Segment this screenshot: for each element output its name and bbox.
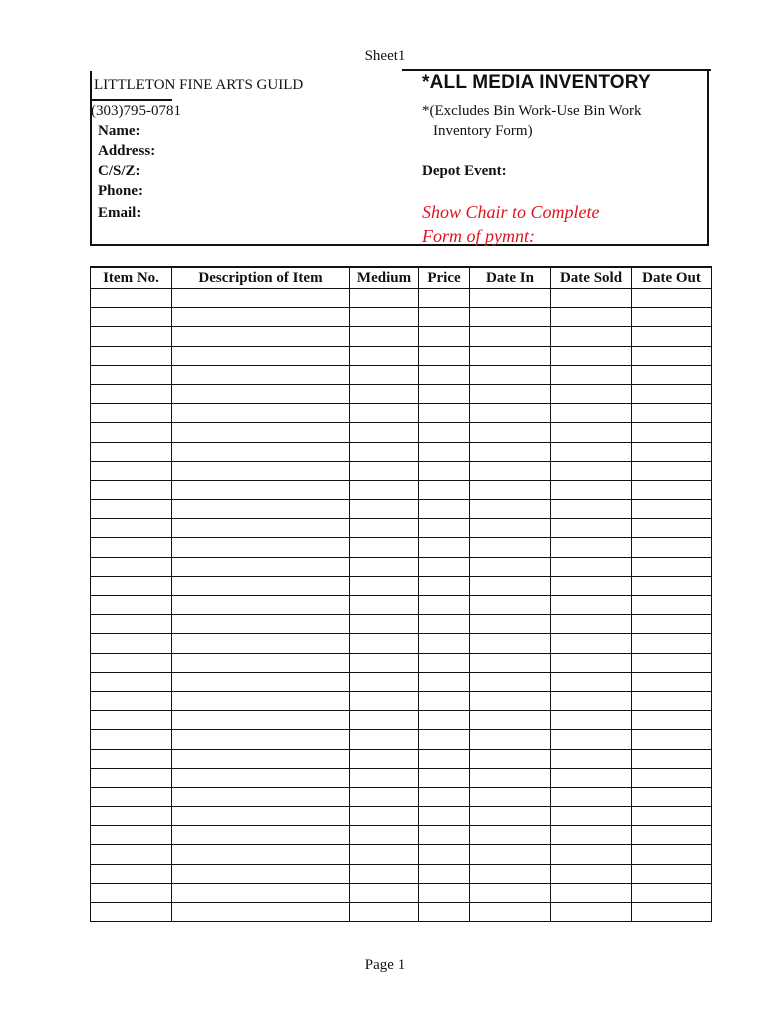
exclusion-note-line1: *(Excludes Bin Work-Use Bin Work xyxy=(422,103,642,119)
table-cell[interactable] xyxy=(350,807,419,826)
table-cell[interactable] xyxy=(419,730,470,749)
table-cell[interactable] xyxy=(632,672,712,691)
table-row xyxy=(91,845,712,864)
table-cell[interactable] xyxy=(551,327,632,346)
table-row xyxy=(91,519,712,538)
table-cell[interactable] xyxy=(172,653,350,672)
table-row xyxy=(91,327,712,346)
table-cell[interactable] xyxy=(632,289,712,308)
table-cell[interactable] xyxy=(470,826,551,845)
col-header-date-sold: Date Sold xyxy=(551,267,632,289)
table-cell[interactable] xyxy=(551,711,632,730)
table-row xyxy=(91,480,712,499)
table-cell[interactable] xyxy=(470,615,551,634)
table-row xyxy=(91,634,712,653)
table-cell[interactable] xyxy=(632,749,712,768)
table-cell[interactable] xyxy=(551,807,632,826)
table-cell[interactable] xyxy=(632,538,712,557)
guild-name: LITTLETON FINE ARTS GUILD xyxy=(94,77,304,93)
table-cell[interactable] xyxy=(419,883,470,902)
table-row xyxy=(91,596,712,615)
table-cell[interactable] xyxy=(470,538,551,557)
table-cell[interactable] xyxy=(551,576,632,595)
table-cell[interactable] xyxy=(470,864,551,883)
table-cell[interactable] xyxy=(470,576,551,595)
table-cell[interactable] xyxy=(470,903,551,922)
table-cell[interactable] xyxy=(551,480,632,499)
table-cell[interactable] xyxy=(91,423,172,442)
table-cell[interactable] xyxy=(419,711,470,730)
table-cell[interactable] xyxy=(551,787,632,806)
table-cell[interactable] xyxy=(91,749,172,768)
table-cell[interactable] xyxy=(551,538,632,557)
table-cell[interactable] xyxy=(551,903,632,922)
table-cell[interactable] xyxy=(632,365,712,384)
table-cell[interactable] xyxy=(419,519,470,538)
table-cell[interactable] xyxy=(551,653,632,672)
table-cell[interactable] xyxy=(551,500,632,519)
table-cell[interactable] xyxy=(172,711,350,730)
table-cell[interactable] xyxy=(551,346,632,365)
table-cell[interactable] xyxy=(419,423,470,442)
table-cell[interactable] xyxy=(551,864,632,883)
table-cell[interactable] xyxy=(350,308,419,327)
table-cell[interactable] xyxy=(172,903,350,922)
address-field-label: Address: xyxy=(98,143,156,159)
table-row xyxy=(91,308,712,327)
table-row xyxy=(91,557,712,576)
table-cell[interactable] xyxy=(470,749,551,768)
table-cell[interactable] xyxy=(350,711,419,730)
table-cell[interactable] xyxy=(551,423,632,442)
table-cell[interactable] xyxy=(91,404,172,423)
table-row xyxy=(91,826,712,845)
table-row xyxy=(91,346,712,365)
table-cell[interactable] xyxy=(419,327,470,346)
inventory-table xyxy=(90,266,712,922)
table-cell[interactable] xyxy=(551,365,632,384)
table-cell[interactable] xyxy=(91,672,172,691)
table-cell[interactable] xyxy=(470,557,551,576)
table-cell[interactable] xyxy=(91,308,172,327)
table-cell[interactable] xyxy=(91,730,172,749)
table-cell[interactable] xyxy=(632,787,712,806)
table-cell[interactable] xyxy=(172,807,350,826)
table-cell[interactable] xyxy=(172,289,350,308)
table-cell[interactable] xyxy=(419,615,470,634)
table-cell[interactable] xyxy=(350,634,419,653)
table-cell[interactable] xyxy=(91,883,172,902)
table-cell[interactable] xyxy=(419,442,470,461)
table-cell[interactable] xyxy=(419,289,470,308)
table-cell[interactable] xyxy=(419,557,470,576)
table-cell[interactable] xyxy=(470,404,551,423)
col-header-date-in: Date In xyxy=(470,267,551,289)
table-cell[interactable] xyxy=(551,596,632,615)
table-cell[interactable] xyxy=(551,557,632,576)
table-cell[interactable] xyxy=(91,557,172,576)
table-cell[interactable] xyxy=(91,807,172,826)
table-cell[interactable] xyxy=(470,596,551,615)
table-cell[interactable] xyxy=(470,519,551,538)
table-cell[interactable] xyxy=(551,730,632,749)
table-cell[interactable] xyxy=(91,500,172,519)
table-cell[interactable] xyxy=(551,768,632,787)
table-cell[interactable] xyxy=(632,711,712,730)
table-cell[interactable] xyxy=(172,327,350,346)
table-cell[interactable] xyxy=(632,883,712,902)
guild-phone: (303)795-0781 xyxy=(91,103,181,119)
table-cell[interactable] xyxy=(350,864,419,883)
table-cell[interactable] xyxy=(91,519,172,538)
table-cell[interactable] xyxy=(350,442,419,461)
table-cell[interactable] xyxy=(172,883,350,902)
table-cell[interactable] xyxy=(551,883,632,902)
table-cell[interactable] xyxy=(91,845,172,864)
table-cell[interactable] xyxy=(470,711,551,730)
table-cell[interactable] xyxy=(470,787,551,806)
table-cell[interactable] xyxy=(172,691,350,710)
table-cell[interactable] xyxy=(419,308,470,327)
table-cell[interactable] xyxy=(172,672,350,691)
table-cell[interactable] xyxy=(172,423,350,442)
table-cell[interactable] xyxy=(632,442,712,461)
table-cell[interactable] xyxy=(419,864,470,883)
depot-event-label: Depot Event: xyxy=(422,163,507,179)
csz-field-label: C/S/Z: xyxy=(98,163,141,179)
table-cell[interactable] xyxy=(632,500,712,519)
table-cell[interactable] xyxy=(350,615,419,634)
table-cell[interactable] xyxy=(350,557,419,576)
table-cell[interactable] xyxy=(632,461,712,480)
table-cell[interactable] xyxy=(350,461,419,480)
table-cell[interactable] xyxy=(632,519,712,538)
table-row xyxy=(91,538,712,557)
table-cell[interactable] xyxy=(632,903,712,922)
table-cell[interactable] xyxy=(632,653,712,672)
table-cell[interactable] xyxy=(350,404,419,423)
table-cell[interactable] xyxy=(172,596,350,615)
exclusion-note-line2: Inventory Form) xyxy=(433,123,533,139)
table-cell[interactable] xyxy=(91,327,172,346)
table-cell[interactable] xyxy=(470,653,551,672)
table-cell[interactable] xyxy=(350,826,419,845)
table-cell[interactable] xyxy=(632,730,712,749)
table-cell[interactable] xyxy=(172,519,350,538)
table-cell[interactable] xyxy=(632,346,712,365)
table-cell[interactable] xyxy=(470,691,551,710)
table-cell[interactable] xyxy=(632,557,712,576)
table-cell[interactable] xyxy=(419,384,470,403)
table-row xyxy=(91,672,712,691)
col-header-price: Price xyxy=(419,267,470,289)
table-cell[interactable] xyxy=(350,787,419,806)
table-cell[interactable] xyxy=(172,576,350,595)
table-cell[interactable] xyxy=(172,500,350,519)
table-cell[interactable] xyxy=(551,691,632,710)
table-row xyxy=(91,423,712,442)
table-cell[interactable] xyxy=(551,672,632,691)
table-cell[interactable] xyxy=(632,404,712,423)
table-cell[interactable] xyxy=(350,289,419,308)
table-cell[interactable] xyxy=(470,730,551,749)
table-cell[interactable] xyxy=(350,576,419,595)
table-row xyxy=(91,883,712,902)
table-row xyxy=(91,691,712,710)
show-chair-note-line2: Form of pymnt: xyxy=(422,226,535,246)
table-cell[interactable] xyxy=(172,634,350,653)
table-cell[interactable] xyxy=(419,826,470,845)
table-cell[interactable] xyxy=(470,807,551,826)
col-header-date-out: Date Out xyxy=(632,267,712,289)
table-cell[interactable] xyxy=(419,596,470,615)
table-cell[interactable] xyxy=(632,826,712,845)
table-row xyxy=(91,749,712,768)
table-row xyxy=(91,365,712,384)
table-cell[interactable] xyxy=(551,442,632,461)
table-row xyxy=(91,787,712,806)
table-cell[interactable] xyxy=(551,308,632,327)
table-cell[interactable] xyxy=(91,576,172,595)
table-cell[interactable] xyxy=(91,653,172,672)
show-chair-note-line1: Show Chair to Complete xyxy=(422,202,600,222)
table-cell[interactable] xyxy=(632,634,712,653)
table-cell[interactable] xyxy=(551,749,632,768)
table-cell[interactable] xyxy=(172,826,350,845)
table-cell[interactable] xyxy=(632,691,712,710)
table-row xyxy=(91,615,712,634)
table-cell[interactable] xyxy=(172,864,350,883)
table-cell[interactable] xyxy=(91,461,172,480)
table-cell[interactable] xyxy=(551,461,632,480)
table-cell[interactable] xyxy=(551,289,632,308)
email-field-label: Email: xyxy=(98,205,142,221)
table-cell[interactable] xyxy=(632,615,712,634)
table-row xyxy=(91,442,712,461)
guild-underline xyxy=(90,99,172,101)
table-cell[interactable] xyxy=(632,327,712,346)
table-cell[interactable] xyxy=(91,864,172,883)
table-header-row xyxy=(91,267,712,289)
table-cell[interactable] xyxy=(419,672,470,691)
table-cell[interactable] xyxy=(470,308,551,327)
table-cell[interactable] xyxy=(470,500,551,519)
table-cell[interactable] xyxy=(172,615,350,634)
table-cell[interactable] xyxy=(551,519,632,538)
table-cell[interactable] xyxy=(91,826,172,845)
table-cell[interactable] xyxy=(419,480,470,499)
table-cell[interactable] xyxy=(172,461,350,480)
header-top-rule xyxy=(402,69,711,71)
table-cell[interactable] xyxy=(419,807,470,826)
table-cell[interactable] xyxy=(632,807,712,826)
table-cell[interactable] xyxy=(470,442,551,461)
form-title: *ALL MEDIA INVENTORY xyxy=(422,72,651,93)
table-cell[interactable] xyxy=(632,480,712,499)
table-cell[interactable] xyxy=(632,768,712,787)
table-cell[interactable] xyxy=(551,404,632,423)
table-row xyxy=(91,903,712,922)
table-cell[interactable] xyxy=(632,864,712,883)
table-row xyxy=(91,500,712,519)
table-cell[interactable] xyxy=(350,672,419,691)
table-cell[interactable] xyxy=(419,903,470,922)
table-cell[interactable] xyxy=(91,480,172,499)
table-cell[interactable] xyxy=(419,538,470,557)
table-cell[interactable] xyxy=(419,576,470,595)
table-cell[interactable] xyxy=(419,787,470,806)
table-row xyxy=(91,807,712,826)
table-cell[interactable] xyxy=(551,826,632,845)
table-cell[interactable] xyxy=(91,787,172,806)
table-cell[interactable] xyxy=(419,749,470,768)
name-field-label: Name: xyxy=(98,123,141,139)
table-cell[interactable] xyxy=(419,768,470,787)
table-cell[interactable] xyxy=(419,461,470,480)
page-number: Page 1 xyxy=(364,957,406,973)
table-cell[interactable] xyxy=(350,903,419,922)
table-cell[interactable] xyxy=(350,768,419,787)
table-cell[interactable] xyxy=(350,500,419,519)
header-box xyxy=(90,71,709,246)
sheet-label: Sheet1 xyxy=(364,48,406,64)
col-header-item-no: Item No. xyxy=(91,267,172,289)
col-header-medium: Medium xyxy=(350,267,419,289)
table-cell[interactable] xyxy=(632,308,712,327)
table-cell[interactable] xyxy=(470,423,551,442)
table-cell[interactable] xyxy=(350,596,419,615)
table-cell[interactable] xyxy=(419,365,470,384)
table-cell[interactable] xyxy=(551,615,632,634)
table-cell[interactable] xyxy=(172,480,350,499)
table-row xyxy=(91,864,712,883)
table-cell[interactable] xyxy=(419,845,470,864)
table-cell[interactable] xyxy=(470,480,551,499)
col-header-description: Description of Item xyxy=(172,267,350,289)
table-cell[interactable] xyxy=(551,845,632,864)
table-cell[interactable] xyxy=(172,730,350,749)
table-cell[interactable] xyxy=(350,365,419,384)
table-cell[interactable] xyxy=(172,442,350,461)
table-cell[interactable] xyxy=(632,423,712,442)
inventory-table-body xyxy=(91,289,712,922)
table-cell[interactable] xyxy=(172,404,350,423)
table-cell[interactable] xyxy=(470,289,551,308)
table-cell[interactable] xyxy=(419,634,470,653)
table-cell[interactable] xyxy=(350,845,419,864)
table-cell[interactable] xyxy=(419,500,470,519)
table-cell[interactable] xyxy=(91,442,172,461)
table-cell[interactable] xyxy=(350,730,419,749)
table-cell[interactable] xyxy=(172,787,350,806)
table-cell[interactable] xyxy=(350,653,419,672)
table-cell[interactable] xyxy=(91,346,172,365)
table-cell[interactable] xyxy=(632,845,712,864)
table-row xyxy=(91,289,712,308)
table-cell[interactable] xyxy=(350,346,419,365)
table-cell[interactable] xyxy=(350,480,419,499)
table-cell[interactable] xyxy=(470,461,551,480)
table-cell[interactable] xyxy=(551,384,632,403)
table-cell[interactable] xyxy=(470,845,551,864)
table-row xyxy=(91,576,712,595)
table-cell[interactable] xyxy=(172,365,350,384)
table-cell[interactable] xyxy=(551,634,632,653)
table-cell[interactable] xyxy=(470,346,551,365)
table-row xyxy=(91,461,712,480)
table-cell[interactable] xyxy=(91,903,172,922)
table-cell[interactable] xyxy=(470,327,551,346)
table-cell[interactable] xyxy=(91,384,172,403)
table-cell[interactable] xyxy=(91,538,172,557)
table-cell[interactable] xyxy=(172,749,350,768)
table-cell[interactable] xyxy=(350,384,419,403)
table-cell[interactable] xyxy=(172,538,350,557)
table-cell[interactable] xyxy=(172,346,350,365)
table-cell[interactable] xyxy=(350,883,419,902)
table-cell[interactable] xyxy=(470,883,551,902)
table-cell[interactable] xyxy=(632,576,712,595)
phone-field-label: Phone: xyxy=(98,183,143,199)
table-cell[interactable] xyxy=(470,365,551,384)
table-cell[interactable] xyxy=(91,596,172,615)
table-cell[interactable] xyxy=(172,845,350,864)
table-row xyxy=(91,653,712,672)
table-cell[interactable] xyxy=(419,346,470,365)
table-cell[interactable] xyxy=(172,768,350,787)
table-row xyxy=(91,768,712,787)
table-row xyxy=(91,711,712,730)
table-cell[interactable] xyxy=(419,404,470,423)
table-row xyxy=(91,384,712,403)
table-cell[interactable] xyxy=(350,519,419,538)
table-cell[interactable] xyxy=(91,615,172,634)
table-cell[interactable] xyxy=(350,327,419,346)
table-cell[interactable] xyxy=(419,653,470,672)
table-cell[interactable] xyxy=(632,596,712,615)
table-cell[interactable] xyxy=(172,384,350,403)
table-cell[interactable] xyxy=(91,365,172,384)
table-cell[interactable] xyxy=(91,768,172,787)
table-cell[interactable] xyxy=(419,691,470,710)
table-cell[interactable] xyxy=(350,691,419,710)
table-cell[interactable] xyxy=(470,768,551,787)
table-cell[interactable] xyxy=(470,672,551,691)
table-cell[interactable] xyxy=(632,384,712,403)
table-cell[interactable] xyxy=(172,308,350,327)
table-cell[interactable] xyxy=(91,711,172,730)
table-cell[interactable] xyxy=(91,691,172,710)
table-cell[interactable] xyxy=(470,634,551,653)
table-row xyxy=(91,730,712,749)
table-cell[interactable] xyxy=(91,634,172,653)
table-cell[interactable] xyxy=(350,538,419,557)
table-cell[interactable] xyxy=(470,384,551,403)
table-cell[interactable] xyxy=(350,423,419,442)
table-cell[interactable] xyxy=(172,557,350,576)
table-cell[interactable] xyxy=(91,289,172,308)
table-cell[interactable] xyxy=(350,749,419,768)
table-row xyxy=(91,404,712,423)
